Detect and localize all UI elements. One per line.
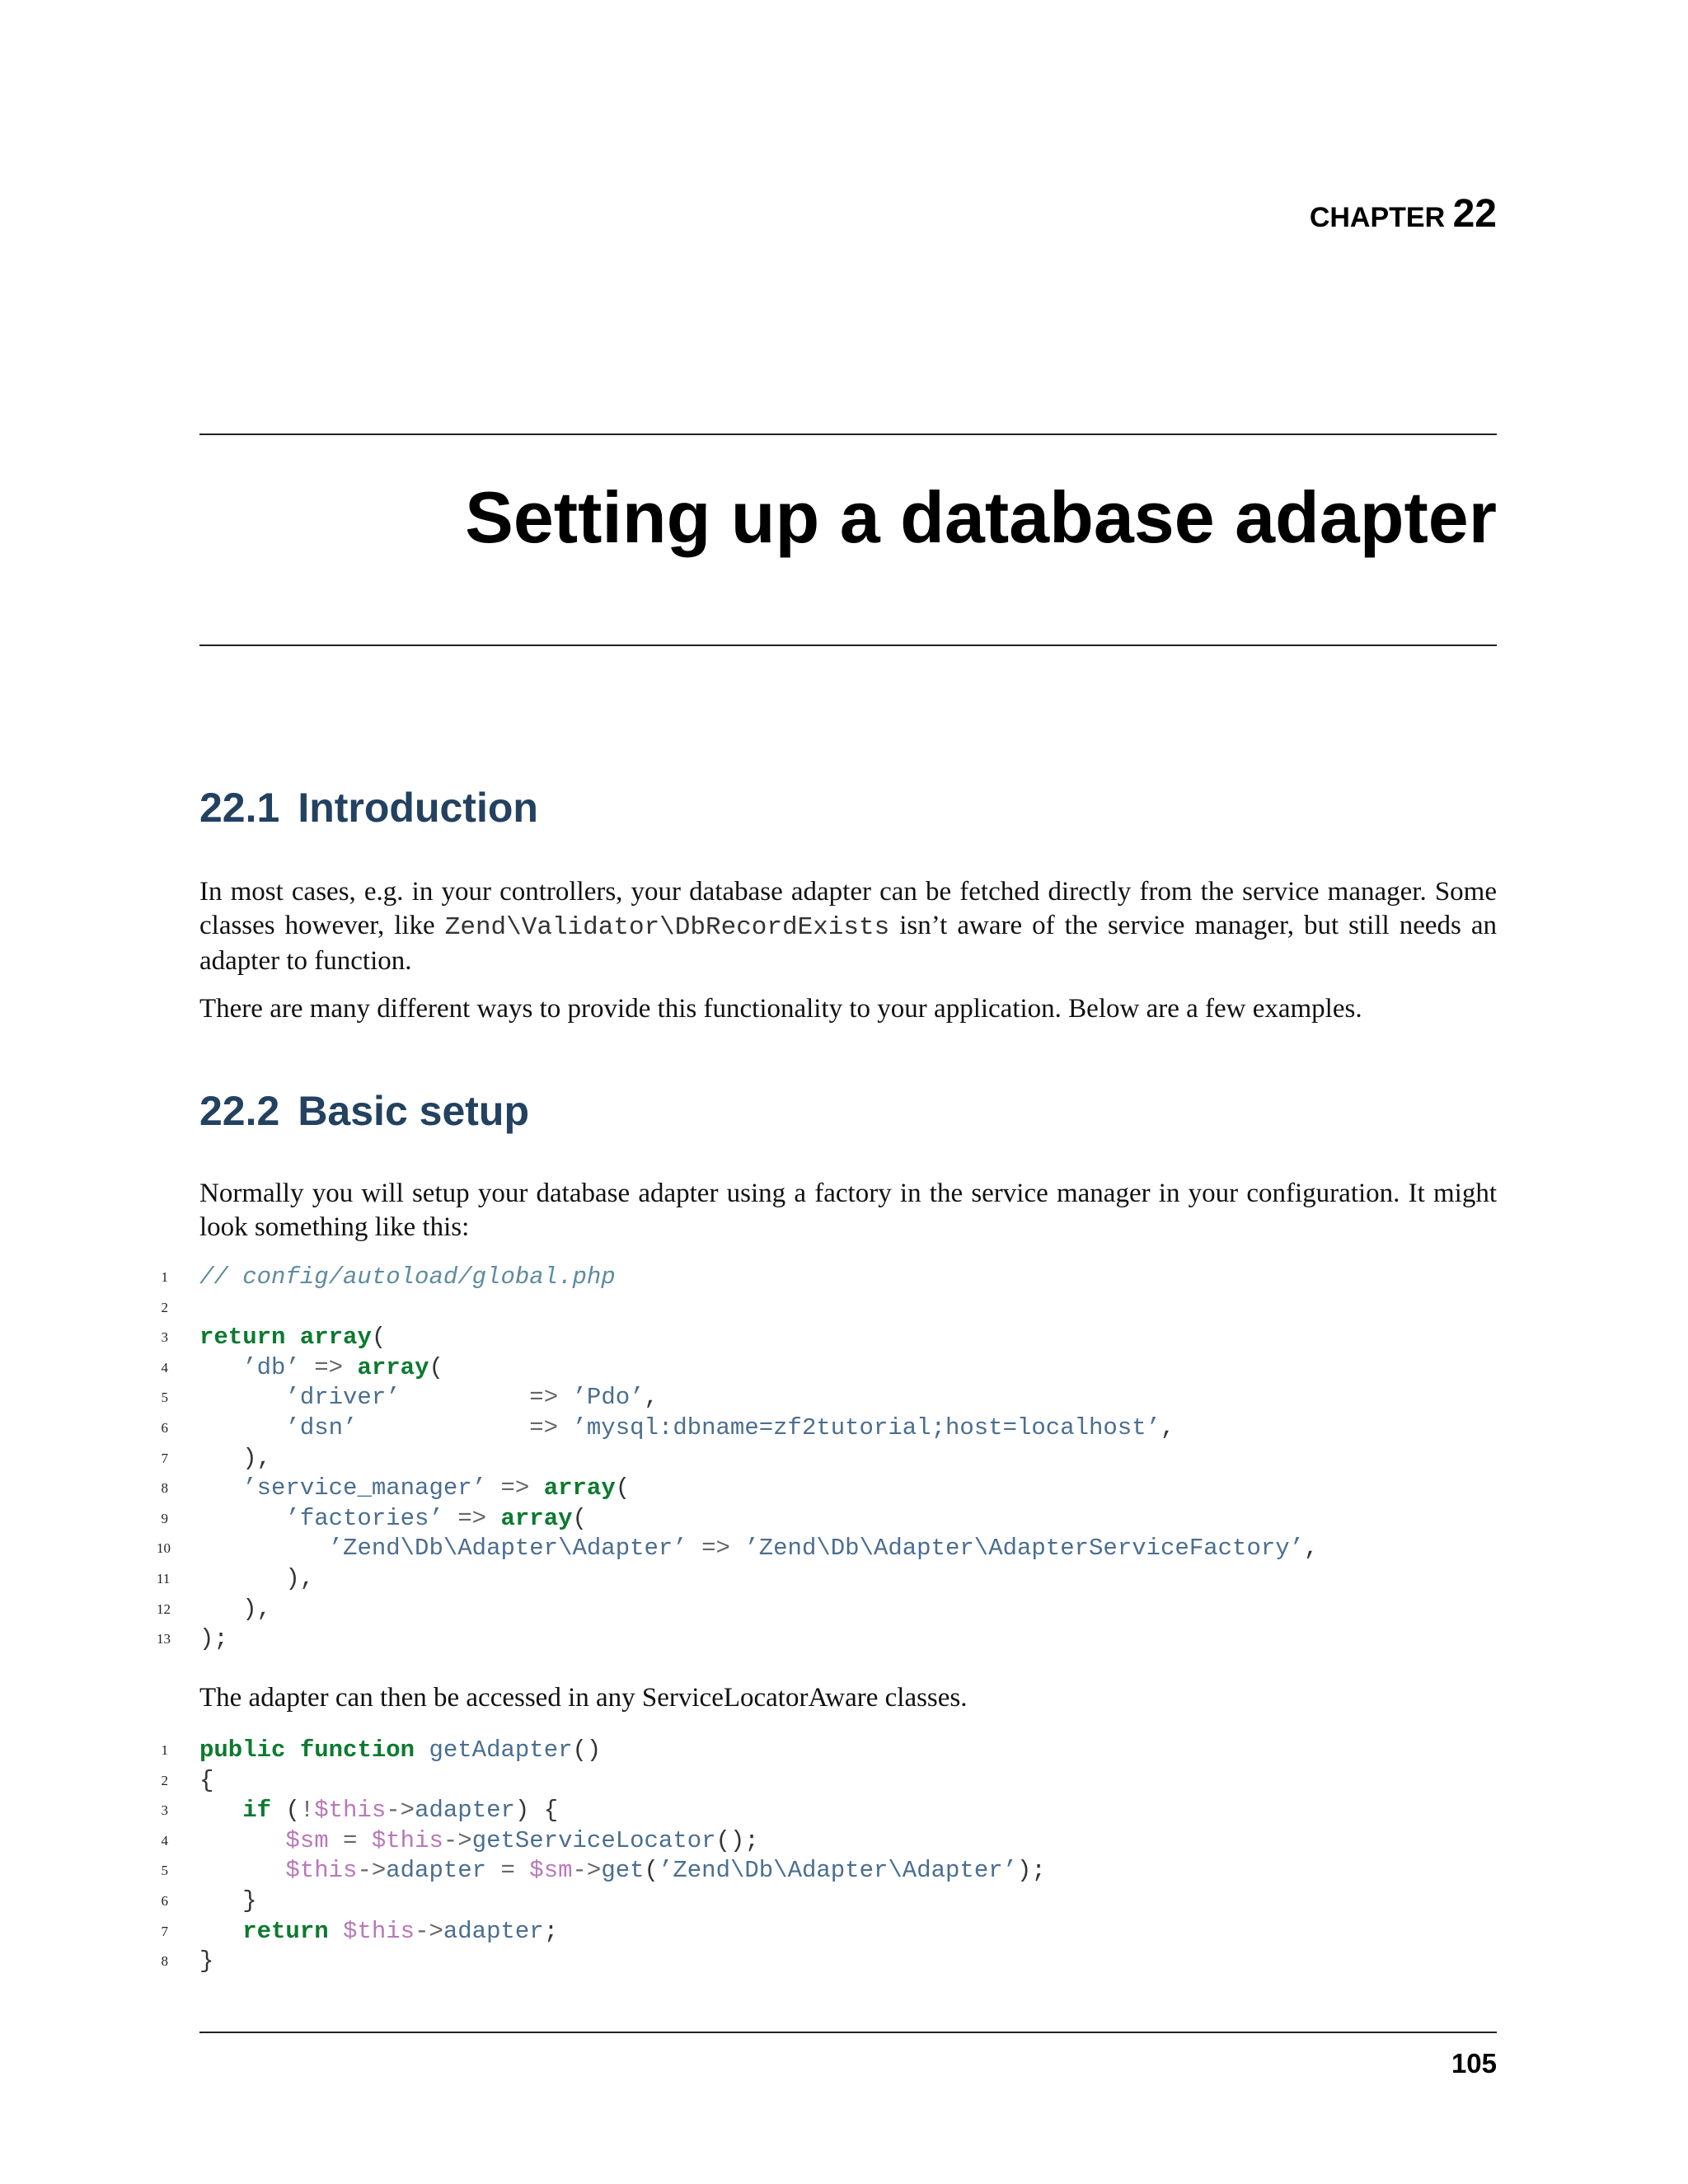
title-rule-bottom <box>199 644 1497 646</box>
code-line: 1 public function getAdapter() <box>161 1736 602 1764</box>
code-line: 6 } <box>161 1886 257 1915</box>
code-block-config <box>157 1263 1508 1655</box>
code-line: 2 <box>161 1299 168 1315</box>
code-line: 12 ), <box>157 1595 272 1623</box>
code-line: 9 ’factories’ => array( <box>161 1504 587 1532</box>
footer-rule <box>199 2032 1497 2033</box>
code-block-get-adapter <box>157 1736 1508 1977</box>
section-title-basic-setup: 22.2 Basic setup <box>199 1088 529 1134</box>
code-line: 4 $sm = $this->getServiceLocator(); <box>161 1826 759 1854</box>
basic-setup-paragraph-2: The adapter can then be accessed in any ServiceLocatorAware classes. <box>199 1683 968 1713</box>
intro-paragraph-1: In most cases, e.g. in your controllers, your database adapter can be fetched directly from the service manager. Some classes however, like Zend\Validator\DbRecordExists isn’t aware of the service manager, but still needs an adapter to function. <box>199 877 1498 976</box>
basic-setup-paragraph-1: Normally you will setup your database adapter using a factory in the service manager in your configuration. It might look something like this: <box>199 1179 1497 1242</box>
code-line: 8 } <box>161 1947 214 1975</box>
inline-code: Zend\Validator\DbRecordExists <box>444 913 890 942</box>
code-line: 5 ’driver’ => ’Pdo’, <box>161 1384 659 1412</box>
code-line: 2 { <box>161 1766 214 1794</box>
section-title-introduction: 22.1 Introduction <box>199 785 538 831</box>
code-line: 5 $this->adapter = $sm->get(’Zend\Db\Adapter\Adapter’); <box>161 1857 1046 1885</box>
chapter-label: CHAPTER 22 <box>1309 192 1497 236</box>
code-line: 13 ); <box>157 1625 228 1653</box>
chapter-number: 22 <box>1452 192 1497 236</box>
code-line: 1 // config/autoload/global.php <box>161 1263 616 1291</box>
chapter-title: Setting up a database adapter <box>465 476 1497 558</box>
code-line: 7 return $this->adapter; <box>161 1917 559 1945</box>
code-line: 11 ), <box>157 1564 315 1592</box>
code-line: 6 ’dsn’ => ’mysql:dbname=zf2tutorial;host=localhost’, <box>161 1413 1175 1441</box>
code-line: 10 ’Zend\Db\Adapter\Adapter’ => ’Zend\Db\Adapter\AdapterServiceFactory’, <box>157 1535 1319 1563</box>
code-line: 7 ), <box>161 1444 272 1472</box>
page-number: 105 <box>1451 2048 1497 2079</box>
code-line: 8 ’service_manager’ => array( <box>161 1474 631 1502</box>
code-line: 3 if (!$this->adapter) { <box>161 1797 559 1825</box>
code-line: 3 return array( <box>161 1324 387 1352</box>
title-rule-top <box>199 434 1497 435</box>
code-line: 4 ’db’ => array( <box>161 1353 443 1381</box>
intro-paragraph-2: There are many different ways to provide this functionality to your application. Below are a few examples. <box>199 994 1362 1024</box>
